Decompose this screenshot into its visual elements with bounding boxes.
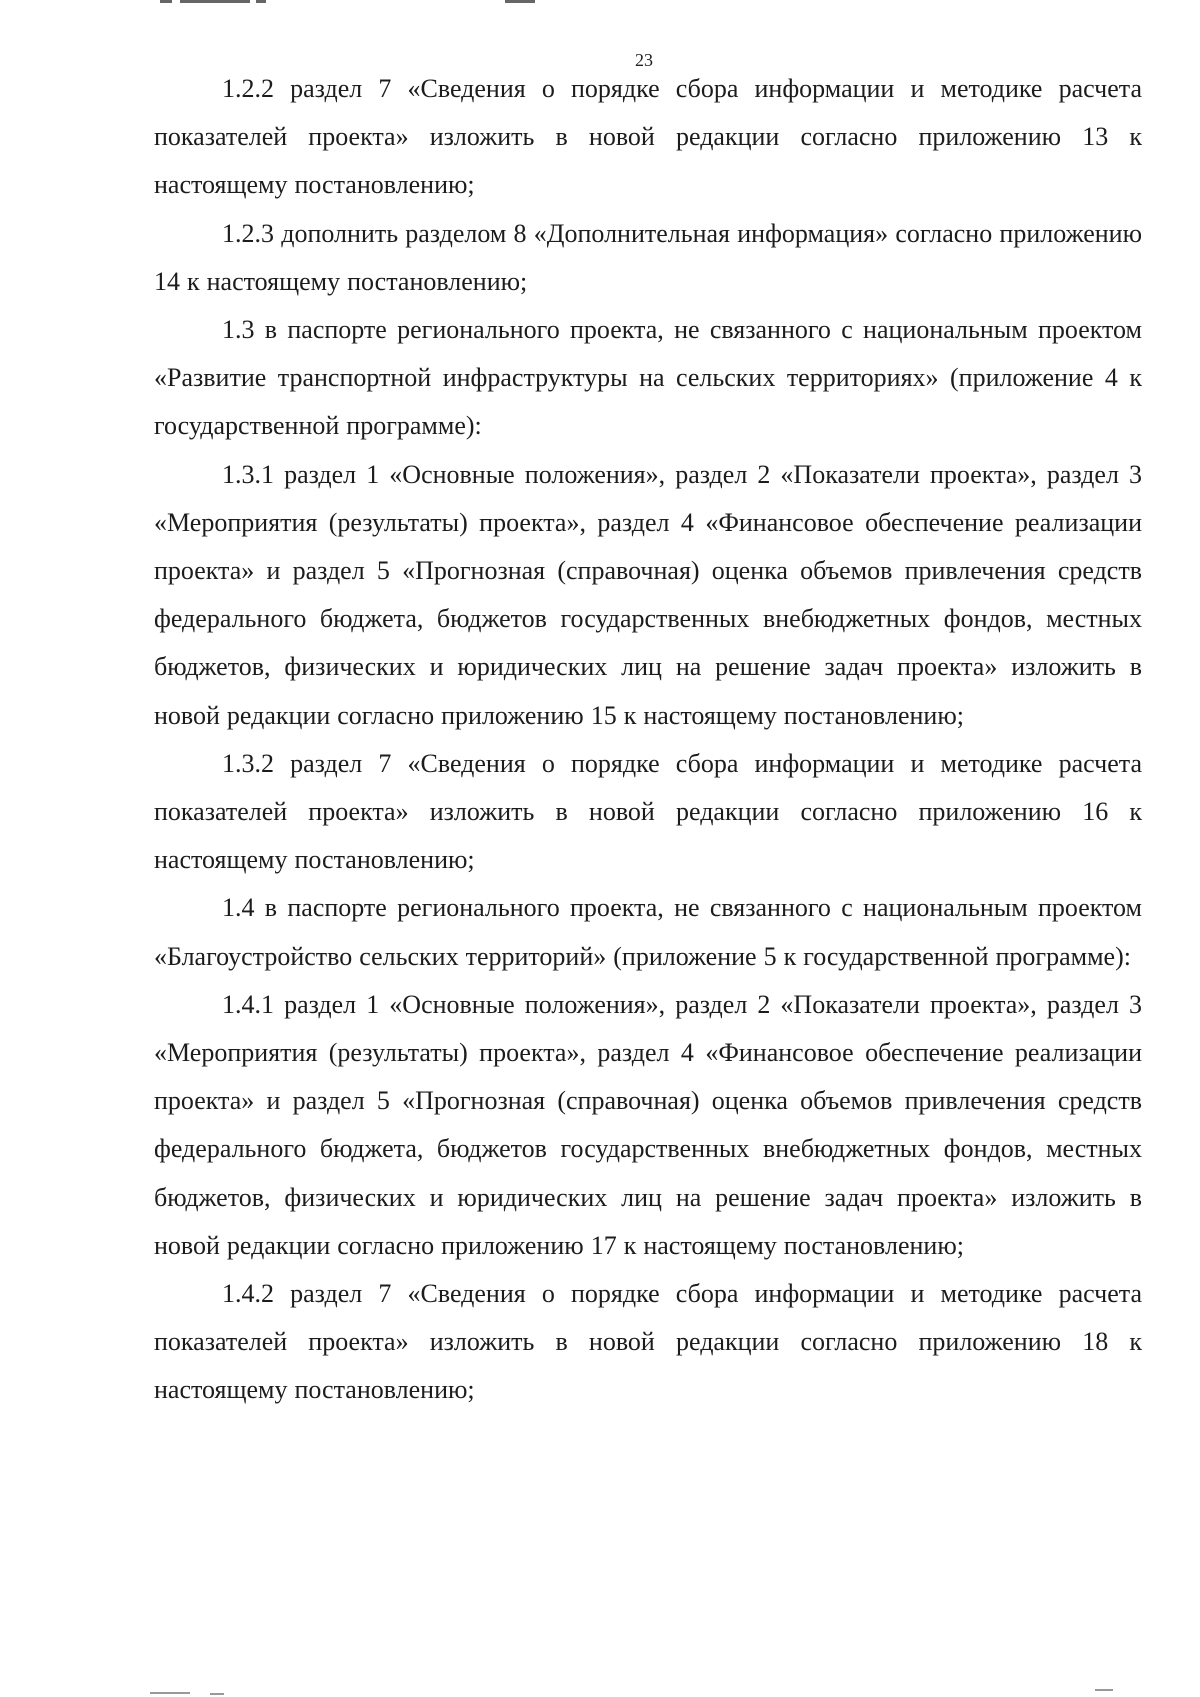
document-body <box>154 65 1142 1415</box>
scan-artifact-bottom <box>150 1688 1130 1697</box>
paragraph-1-2-3: 1.2.3 дополнить разделом 8 «Дополнительная информация» согласно приложению 14 к настоящему постановлению; <box>154 218 1142 296</box>
page-number: 23 <box>635 50 653 70</box>
paragraph-1-3-1: 1.3.1 раздел 1 «Основные положения», раздел 2 «Показатели проекта», раздел 3 «Мероприятия (результаты) проекта», раздел 4 «Финансовое обеспечение реализации проекта» и раздел 5 «Прогнозная (справочная) оценка объемов привлечения средств федерального бюджета, бюджетов государственных внебюджетных фондов, местных бюджетов, физических и юридических лиц на решение задач проекта» изложить в новой редакции согласно приложению 15 к настоящему постановлению; <box>154 459 1142 730</box>
paragraph-1-4-2: 1.4.2 раздел 7 «Сведения о порядке сбора информации и методике расчета показателей проекта» изложить в новой редакции согласно приложению 18 к настоящему постановлению; <box>154 1279 1142 1405</box>
paragraph-1-2-2: 1.2.2 раздел 7 «Сведения о порядке сбора информации и методике расчета показателей проекта» изложить в новой редакции согласно приложению 13 к настоящему постановлению; <box>154 74 1142 200</box>
scan-artifact-top <box>160 0 560 4</box>
paragraph-1-4-1: 1.4.1 раздел 1 «Основные положения», раздел 2 «Показатели проекта», раздел 3 «Мероприятия (результаты) проекта», раздел 4 «Финансовое обеспечение реализации проекта» и раздел 5 «Прогнозная (справочная) оценка объемов привлечения средств федерального бюджета, бюджетов государственных внебюджетных фондов, местных бюджетов, физических и юридических лиц на решение задач проекта» изложить в новой редакции согласно приложению 17 к настоящему постановлению; <box>154 989 1142 1260</box>
paragraph-1-4: 1.4 в паспорте регионального проекта, не связанного с национальным проектом «Благоустройство сельских территорий» (приложение 5 к государственной программе): <box>154 893 1142 971</box>
paragraph-1-3: 1.3 в паспорте регионального проекта, не связанного с национальным проектом «Развитие транспортной инфраструктуры на сельских территориях» (приложение 4 к государственной программе): <box>154 315 1142 441</box>
paragraph-1-3-2: 1.3.2 раздел 7 «Сведения о порядке сбора информации и методике расчета показателей проекта» изложить в новой редакции согласно приложению 16 к настоящему постановлению; <box>154 748 1142 875</box>
